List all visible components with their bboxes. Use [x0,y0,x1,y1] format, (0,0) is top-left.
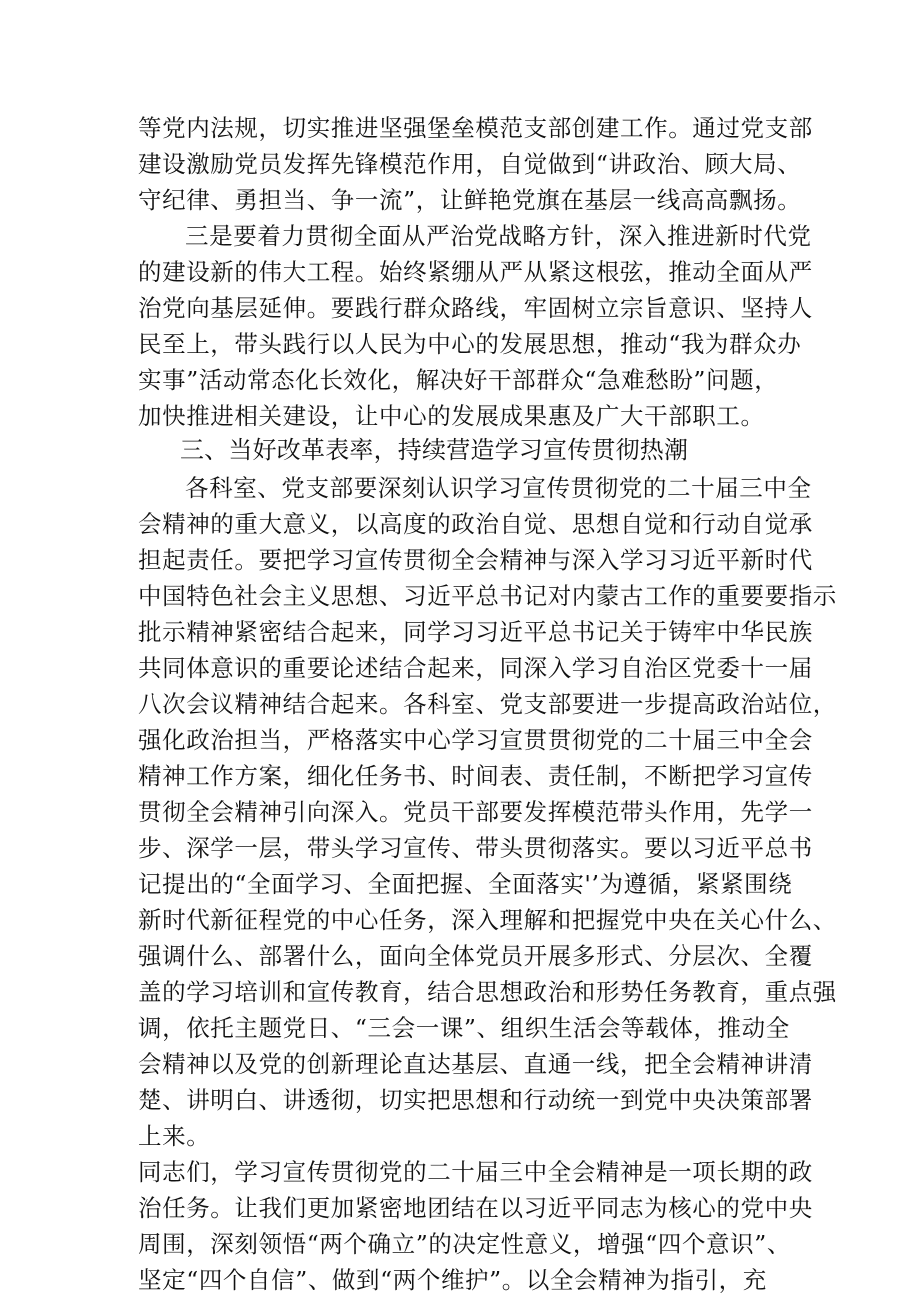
text-line: 治任务。让我们更加紧密地团结在以习近平同志为核心的党中央 [138,1194,813,1222]
text-line: 建设激励党员发挥先锋模范作用，自觉做到“讲政治、顾大局、 [138,150,802,178]
text-line: 的建设新的伟大工程。始终紧绷从严从紧这根弦，推动全面从严 [138,258,813,286]
paragraph-first-line: 同志们，学习宣传贯彻党的二十届三中全会精神是一项长期的政 [138,1158,813,1186]
text-line: 盖的学习培训和宣传教育，结合思想政治和形势任务教育，重点强 [138,978,837,1006]
text-line: 坚定“四个自信”、做到“两个维护”。以全会精神为指引，充 [138,1266,767,1294]
text-line: 强化政治担当，严格落实中心学习宣贯贯彻党的二十届三中全会 [138,726,813,754]
text-line: 新时代新征程党的中心任务，深入理解和把握党中央在关心什么、 [138,906,837,934]
text-line: 民至上，带头践行以人民为中心的发展思想，推动“我为群众办 [138,330,802,358]
text-line: 八次会议精神结合起来。各科室、党支部要进一步提高政治站位， [138,690,837,718]
text-line: 会精神的重大意义，以高度的政治自觉、思想自觉和行动自觉承 [138,510,813,538]
text-line: 记提出的“全面学习、全面把握、全面落实'’为遵循，紧紧围绕 [138,870,793,898]
text-line: 强调什么、部署什么，面向全体党员开展多形式、分层次、全覆 [138,942,813,970]
text-line: 精神工作方案，细化任务书、时间表、责任制，不断把学习宣传 [138,762,813,790]
text-line: 加快推进相关建设，让中心的发展成果惠及广大干部职工。 [138,402,765,430]
text-line: 会精神以及党的创新理论直达基层、直通一线，把全会精神讲清 [138,1050,813,1078]
text-line: 调，依托主题党日、“三会一课”、组织生活会等载体，推动全 [138,1014,790,1042]
text-line: 贯彻全会精神引向深入。党员干部要发挥模范带头作用，先学一 [138,798,813,826]
text-line: 治党向基层延伸。要践行群众路线，牢固树立宗旨意识、坚持人 [138,294,813,322]
text-line: 共同体意识的重要论述结合起来，同深入学习自治区党委十一届 [138,654,813,682]
text-line: 中国特色社会主义思想、习近平总书记对内蒙古工作的重要要指示 [138,582,837,610]
text-line: 批示精神紧密结合起来，同学习习近平总书记关于铸牢中华民族 [138,618,813,646]
text-line: 步、深学一层，带头学习宣传、带头贯彻落实。要以习近平总书 [138,834,813,862]
text-line: 担起责任。要把学习宣传贯彻全会精神与深入学习习近平新时代 [138,546,813,574]
text-line: 周围，深刻领悟“两个确立”的决定性意义，增强“四个意识”、 [138,1230,791,1258]
text-line: 守纪律、勇担当、争一流”，让鲜艳党旗在基层一线高高飘扬。 [138,186,802,214]
text-line: 上来。 [138,1122,211,1150]
paragraph-first-line: 三是要着力贯彻全面从严治党战略方针，深入推进新时代党 [185,222,812,250]
section-heading: 三、当好改革表率，持续营造学习宣传贯彻热潮 [180,436,689,464]
paragraph-first-line: 各科室、党支部要深刻认识学习宣传贯彻党的二十届三中全 [185,474,812,502]
text-line: 等党内法规，切实推进坚强堡垒模范支部创建工作。通过党支部 [138,114,813,142]
text-line: 楚、讲明白、讲透彻，切实把思想和行动统一到党中央决策部署 [138,1086,813,1114]
text-line: 实事”活动常态化长效化，解决好干部群众“急难愁盼”问题， [138,366,779,394]
